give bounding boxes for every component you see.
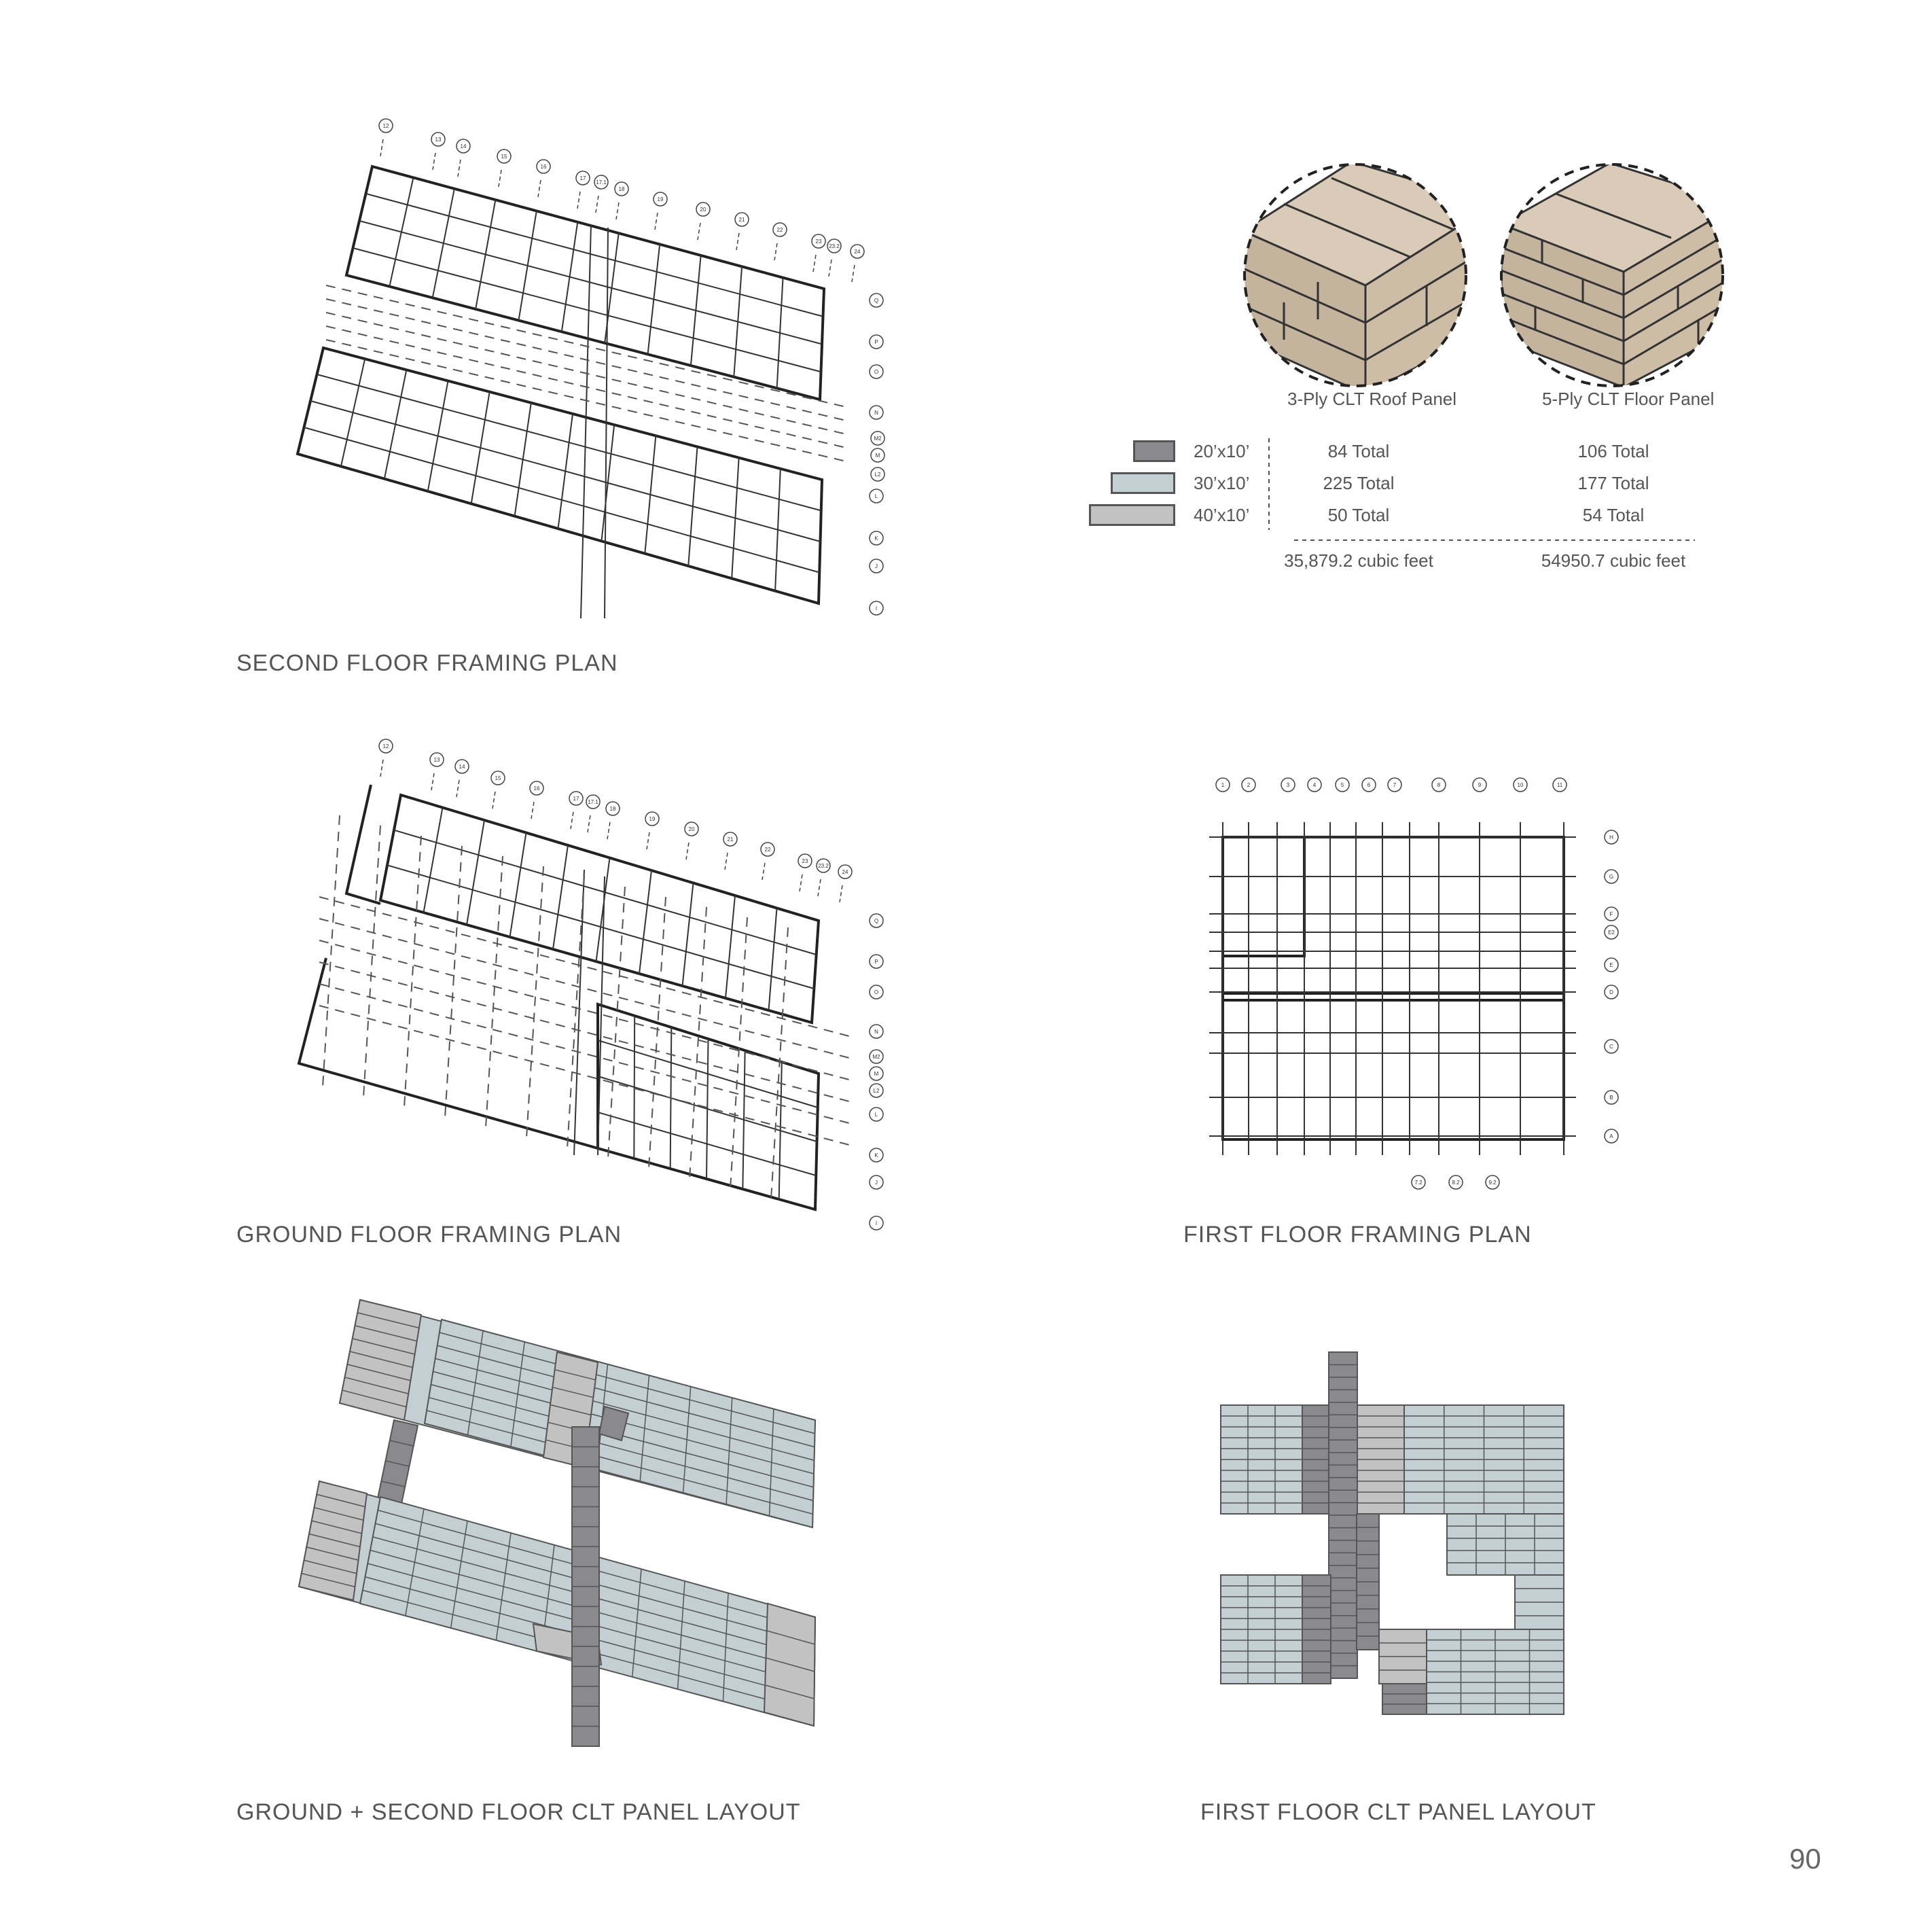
legend-floor-total-40: 54 Total: [1582, 505, 1645, 525]
ff-right-F-bubble-label: F: [1609, 911, 1613, 917]
gf-top-13-bubble-label: 13: [433, 757, 440, 763]
gf-top-20-bubble-label: 20: [688, 826, 695, 832]
caption-first-layout: FIRST FLOOR CLT PANEL LAYOUT: [1200, 1799, 1596, 1825]
ff-top-6-bubble-label: 6: [1367, 782, 1371, 788]
sf-right-I-bubble-label: I: [875, 605, 878, 612]
roof-volume: 35,879.2 cubic feet: [1284, 550, 1433, 571]
ff-top-10-bubble-label: 10: [1517, 782, 1524, 788]
ff-right-E2-bubble-label: E2: [1608, 930, 1615, 936]
legend-roof-total-20: 84 Total: [1327, 441, 1390, 461]
gf-right-L2-bubble-label: L2: [873, 1088, 880, 1094]
gf-top-24-bubble-label: 24: [842, 869, 848, 875]
ff-top-9-bubble-label: 9: [1478, 782, 1482, 788]
sf-right-L-bubble-label: L: [874, 493, 878, 499]
gf-top-22-bubble-label: 22: [764, 847, 771, 853]
gf-top-17-bubble-label: 17: [573, 796, 579, 802]
ff-top-7-bubble-label: 7: [1393, 782, 1397, 788]
ff-top-11-bubble-label: 11: [1556, 782, 1563, 788]
sf-top-18-bubble-label: 18: [618, 186, 625, 192]
gf-top-21-bubble-label: 21: [727, 836, 734, 843]
caption-ground-floor: GROUND FLOOR FRAMING PLAN: [236, 1222, 622, 1247]
gf-top-16-bubble-label: 16: [533, 785, 540, 792]
ff-top-3-bubble-label: 3: [1286, 782, 1290, 788]
legend-size-40: 40’x10’: [1194, 505, 1250, 525]
floor-panel-label: 5-Ply CLT Floor Panel: [1542, 389, 1715, 409]
legend-size-20: 20’x10’: [1194, 441, 1250, 461]
sf-top-12-bubble-label: 12: [382, 123, 389, 129]
gf-right-O-bubble-label: O: [874, 989, 879, 995]
gf-top-23-bubble-label: 23: [802, 858, 808, 864]
sf-top-15-bubble-label: 15: [501, 154, 507, 160]
gf-right-M-bubble-label: M: [874, 1071, 879, 1077]
gf-top-15-bubble-label: 15: [495, 775, 501, 781]
ff-top-1-bubble-label: 1: [1221, 782, 1225, 788]
gf-right-I-bubble-label: I: [875, 1220, 878, 1226]
gf-top-17.1-bubble-label: 17.1: [588, 799, 598, 805]
sf-right-J-bubble-label: J: [875, 563, 878, 569]
ff-right-D-bubble-label: D: [1609, 989, 1613, 995]
caption-ground-second-layout: GROUND + SECOND FLOOR CLT PANEL LAYOUT: [236, 1799, 801, 1825]
sf-top-13-bubble-label: 13: [435, 137, 442, 143]
ff-right-A-bubble-label: A: [1609, 1133, 1613, 1139]
gf-top-23.2-bubble-label: 23.2: [818, 863, 829, 869]
sf-top-22-bubble-label: 22: [776, 227, 783, 233]
legend-swatch-40: [1089, 504, 1175, 526]
gf-top-19-bubble-label: 19: [649, 816, 656, 822]
sf-top-16-bubble-label: 16: [540, 164, 547, 170]
ff-right-E-bubble-label: E: [1609, 962, 1613, 968]
sf-right-P-bubble-label: P: [874, 339, 878, 345]
legend-swatch-20: [1133, 440, 1175, 462]
legend-roof-total-30: 225 Total: [1323, 473, 1395, 493]
ff-right-B-bubble-label: B: [1609, 1095, 1613, 1101]
roof-panel-label: 3-Ply CLT Roof Panel: [1287, 389, 1457, 409]
ff-top-2-bubble-label: 2: [1247, 782, 1251, 788]
gf-right-L-bubble-label: L: [874, 1112, 878, 1118]
ff-top-4-bubble-label: 4: [1312, 782, 1317, 788]
ff-bottom-7.2-bubble-label: 7.2: [1414, 1180, 1423, 1186]
caption-first-floor: FIRST FLOOR FRAMING PLAN: [1183, 1222, 1532, 1247]
gf-right-J-bubble-label: J: [875, 1180, 878, 1186]
legend-roof-total-40: 50 Total: [1327, 505, 1390, 525]
legend-floor-total-20: 106 Total: [1577, 441, 1649, 461]
sf-right-M2-bubble-label: M2: [874, 436, 882, 442]
sf-top-19-bubble-label: 19: [657, 196, 664, 202]
ff-bottom-9.2-bubble-label: 9.2: [1488, 1180, 1497, 1186]
ff-right-G-bubble-label: G: [1609, 874, 1614, 880]
page-number: 90: [1789, 1843, 1821, 1875]
sf-top-17-bubble-label: 17: [579, 175, 586, 181]
sf-right-O-bubble-label: O: [874, 369, 879, 375]
sf-top-20-bubble-label: 20: [700, 207, 706, 213]
sf-right-Q-bubble-label: Q: [874, 298, 879, 304]
sf-right-L2-bubble-label: L2: [874, 472, 881, 478]
gf-top-12-bubble-label: 12: [382, 743, 389, 749]
sf-right-K-bubble-label: K: [874, 535, 878, 542]
legend-swatch-30: [1111, 472, 1175, 494]
ff-top-5-bubble-label: 5: [1340, 782, 1344, 788]
sf-right-N-bubble-label: N: [874, 410, 878, 416]
gf-top-18-bubble-label: 18: [609, 806, 616, 812]
sf-top-23.2-bubble-label: 23.2: [829, 243, 840, 249]
ff-right-H-bubble-label: H: [1609, 834, 1613, 840]
sf-top-14-bubble-label: 14: [460, 143, 467, 149]
caption-second-floor: SECOND FLOOR FRAMING PLAN: [236, 650, 618, 676]
sf-top-21-bubble-label: 21: [738, 217, 745, 223]
gf-top-14-bubble-label: 14: [459, 764, 465, 770]
ff-right-C-bubble-label: C: [1609, 1044, 1613, 1050]
sf-top-23-bubble-label: 23: [815, 238, 822, 245]
sf-top-24-bubble-label: 24: [854, 249, 861, 255]
floor-volume: 54950.7 cubic feet: [1541, 550, 1686, 571]
sf-top-17.1-bubble-label: 17.1: [596, 179, 607, 185]
gf-right-M2-bubble-label: M2: [872, 1054, 880, 1060]
legend-floor-total-30: 177 Total: [1577, 473, 1649, 493]
ff-top-8-bubble-label: 8: [1437, 782, 1441, 788]
sf-right-M-bubble-label: M: [875, 453, 880, 459]
gf-right-P-bubble-label: P: [874, 959, 878, 965]
gf-right-K-bubble-label: K: [874, 1152, 878, 1158]
legend-size-30: 30’x10’: [1194, 473, 1250, 493]
gf-right-N-bubble-label: N: [874, 1029, 878, 1035]
ff-bottom-8.2-bubble-label: 8.2: [1452, 1180, 1460, 1186]
gf-right-Q-bubble-label: Q: [874, 918, 879, 924]
